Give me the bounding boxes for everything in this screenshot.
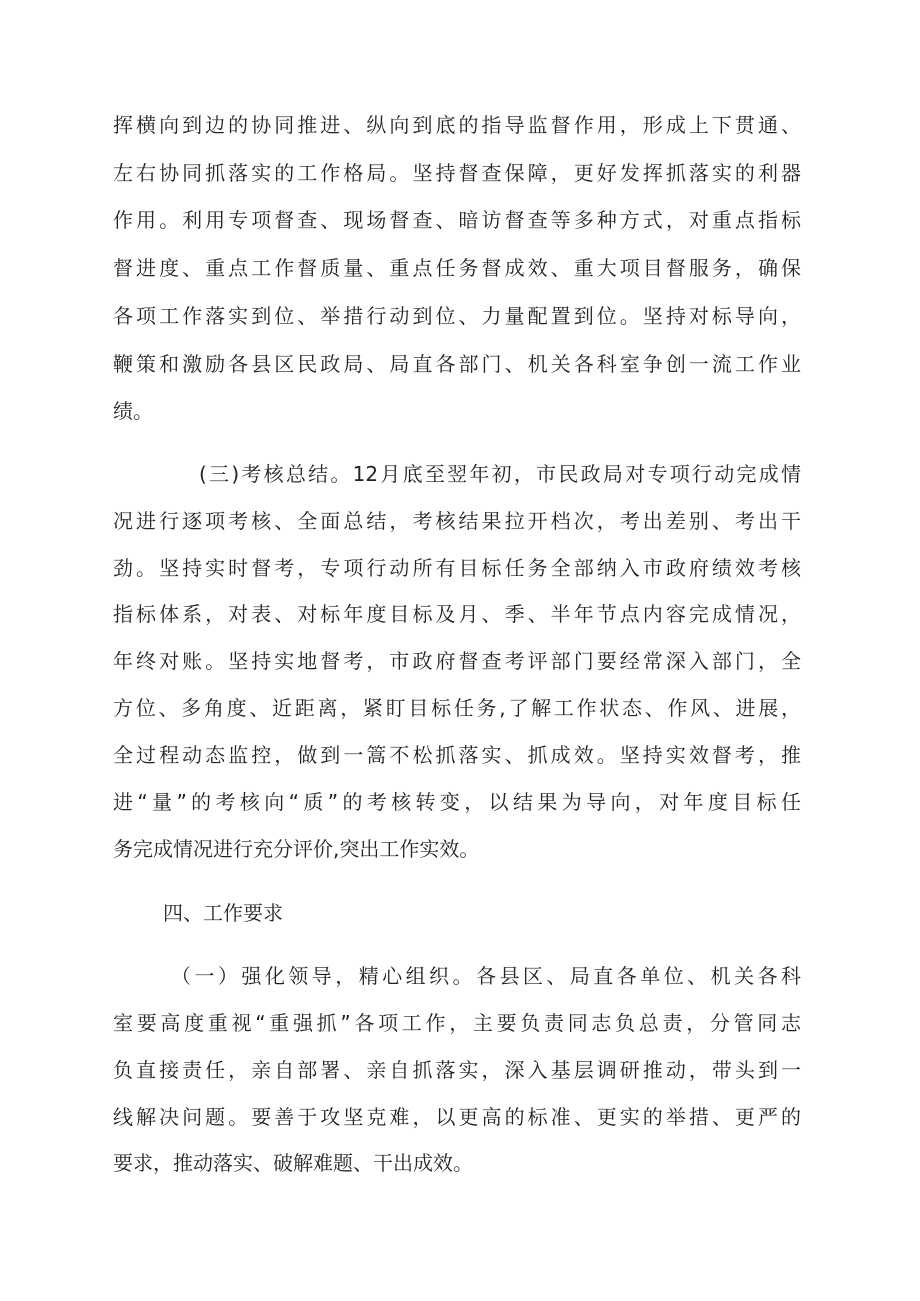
text-line: 要求，推动落实、破解难题、干出成效。 bbox=[113, 1151, 473, 1175]
text-line: 劲。坚持实时督考，专项行动所有目标任务全部纳入市政府绩效考核 bbox=[113, 556, 801, 580]
text-line: 方位、多角度、近距离，紧盯目标任务,了解工作状态、作风、进展， bbox=[113, 696, 801, 720]
text-line: 全过程动态监控，做到一篙不松抓落实、抓成效。坚持实效督考，推 bbox=[113, 743, 801, 767]
text-line: 鞭策和激励各县区民政局、局直各部门、机关各科室争创一流工作业 bbox=[113, 352, 801, 376]
text-line: 各项工作落实到位、举措行动到位、力量配置到位。坚持对标导向， bbox=[113, 304, 801, 328]
text-line: 指标体系，对表、对标年度目标及月、季、半年节点内容完成情况， bbox=[113, 602, 801, 626]
text-line: 室要高度重视“重强抓”各项工作，主要负责同志负总责，分管同志 bbox=[113, 1011, 801, 1035]
text-line: （一）强化领导，精心组织。各县区、局直各单位、机关各科 bbox=[171, 964, 801, 988]
text-line: (三)考核总结。12月底至翌年初，市民政局对专项行动完成情 bbox=[199, 462, 801, 486]
text-line: 年终对账。坚持实地督考，市政府督查考评部门要经常深入部门，全 bbox=[113, 649, 801, 673]
text-line: 作用。利用专项督查、现场督查、暗访督查等多种方式，对重点指标 bbox=[113, 208, 801, 232]
text-line: 绩。 bbox=[113, 399, 153, 423]
text-line: 左右协同抓落实的工作格局。坚持督查保障，更好发挥抓落实的利器 bbox=[113, 161, 801, 185]
text-line: 负直接责任，亲自部署、亲自抓落实，深入基层调研推动，带头到一 bbox=[113, 1058, 801, 1082]
text-line: 进“量”的考核向“质”的考核转变，以结果为导向，对年度目标任 bbox=[113, 790, 801, 814]
text-line: 况进行逐项考核、全面总结，考核结果拉开档次，考出差别、考出干 bbox=[113, 509, 801, 533]
section-heading: 四、工作要求 bbox=[163, 901, 283, 925]
text-line: 务完成情况进行充分评价,突出工作实效。 bbox=[113, 837, 480, 861]
text-line: 线解决问题。要善于攻坚克难，以更高的标准、更实的举措、更严的 bbox=[113, 1105, 801, 1129]
text-line: 挥横向到边的协同推进、纵向到底的指导监督作用，形成上下贯通、 bbox=[113, 113, 801, 137]
text-line: 督进度、重点工作督质量、重点任务督成效、重大项目督服务，确保 bbox=[113, 256, 801, 280]
